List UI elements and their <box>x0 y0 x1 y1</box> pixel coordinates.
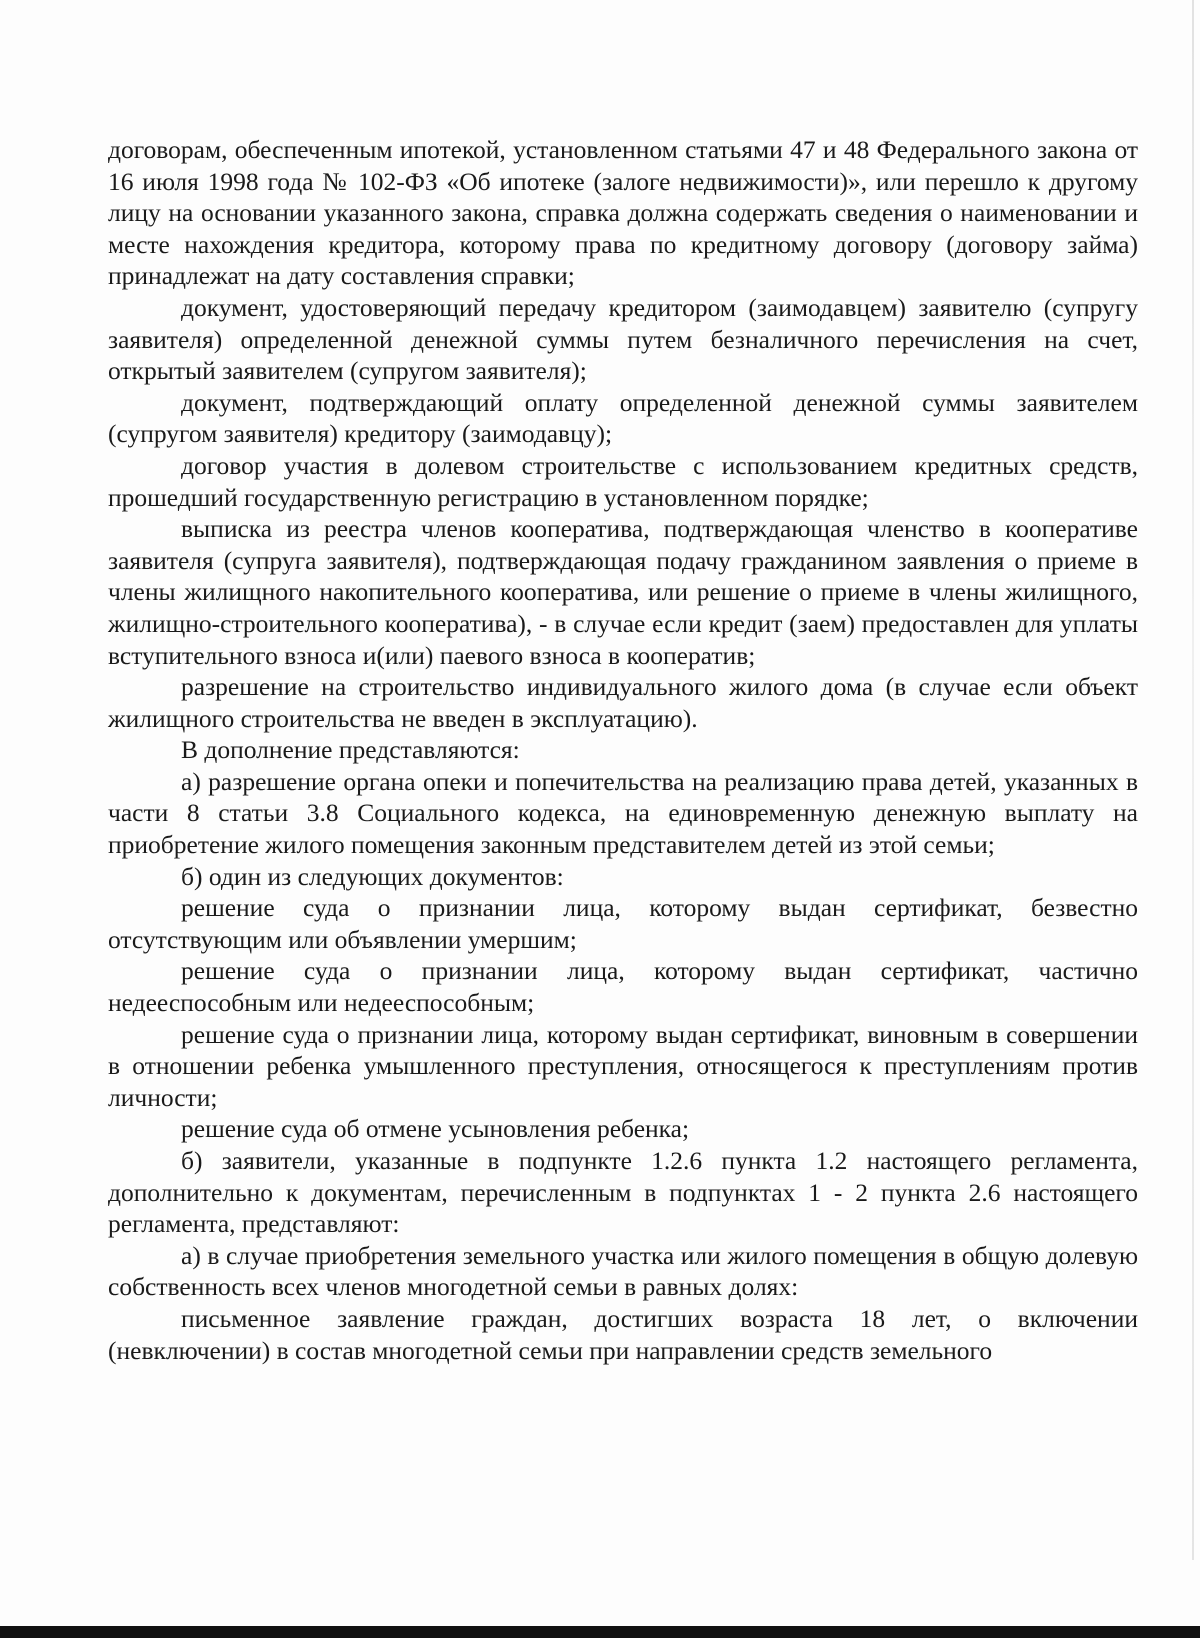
paragraph-cooperative-extract: выписка из реестра членов кооператива, подтверждающая членство в кооперативе заявителя (супруга заявителя), подтверждающая подачу гражданином заявления о приеме в члены жилищного накопительного кооператива, или решение о приеме в члены жилищного, жилищно-строительного кооператива), - в случае если кредит (заем) предоставлен для уплаты вступительного взноса и(или) паевого взноса в кооператив; <box>108 514 1138 670</box>
paragraph-transfer-document: документ, удостоверяющий передачу кредитором (заимодавцем) заявителю (супругу заявителя) определенной денежной суммы путем безналичного перечисления на счет, открытый заявителем (супругом заявителя); <box>108 292 1138 386</box>
paragraph-written-statement: письменное заявление граждан, достигших возраста 18 лет, о включении (невключении) в состав многодетной семьи при направлении средств земельного <box>108 1303 1138 1365</box>
paragraph-shared-ownership: а) в случае приобретения земельного участка или жилого помещения в общую долевую собственность всех членов многодетной семьи в равных долях: <box>108 1240 1138 1302</box>
scan-edge-shadow <box>1192 0 1194 1560</box>
paragraph-court-crime: решение суда о признании лица, которому выдан сертификат, виновным в совершении в отношении ребенка умышленного преступления, относящегося к преступлениям против личности; <box>108 1019 1138 1112</box>
paragraph-court-adoption: решение суда об отмене усыновления ребенка; <box>181 1114 690 1144</box>
paragraph-one-of-documents: б) один из следующих документов: <box>181 861 564 891</box>
paragraph-payment-document: документ, подтверждающий оплату определенной денежной суммы заявителем (супругом заявителя) кредитору (заимодавцу); <box>108 387 1138 449</box>
paragraph-construction-permit: разрешение на строительство индивидуального жилого дома (в случае если объект жилищного строительства не введен в эксплуатацию). <box>108 672 1138 733</box>
scan-bottom-border <box>0 1626 1200 1638</box>
paragraph-continuation: договорам, обеспеченным ипотекой, установленном статьями 47 и 48 Федерального закона от 16 июля 1998 года № 102-ФЗ «Об ипотеке (залоге недвижимости)», или перешло к другому лицу на основании указанного закона, справка должна содержать сведения о наименовании и месте нахождения кредитора, которому права по кредитному договору (договору займа) принадлежат на дату составления справки; <box>108 135 1138 291</box>
paragraph-court-incapacity: решение суда о признании лица, которому выдан сертификат, частично недееспособным или недееспособным; <box>108 956 1138 1018</box>
paragraph-additionally: В дополнение представляются: <box>181 735 520 765</box>
paragraph-guardianship-permit: а) разрешение органа опеки и попечительства на реализацию права детей, указанных в части 8 статьи 3.8 Социального кодекса, на единовременную денежную выплату на приобретение жилого помещения законным представителем детей из этой семьи; <box>108 766 1138 860</box>
paragraph-applicants-1-2-6: б) заявители, указанные в подпункте 1.2.6 пункта 1.2 настоящего регламента, дополнительно к документам, перечисленным в подпунктах 1 - 2 пункта 2.6 настоящего регламента, представляют: <box>108 1146 1138 1239</box>
paragraph-court-missing: решение суда о признании лица, которому выдан сертификат, безвестно отсутствующим или объявлении умершим; <box>108 893 1138 954</box>
document-body <box>108 134 1138 1366</box>
paragraph-shared-construction-contract: договор участия в долевом строительстве с использованием кредитных средств, прошедший государственную регистрацию в установленном порядке; <box>108 450 1138 512</box>
